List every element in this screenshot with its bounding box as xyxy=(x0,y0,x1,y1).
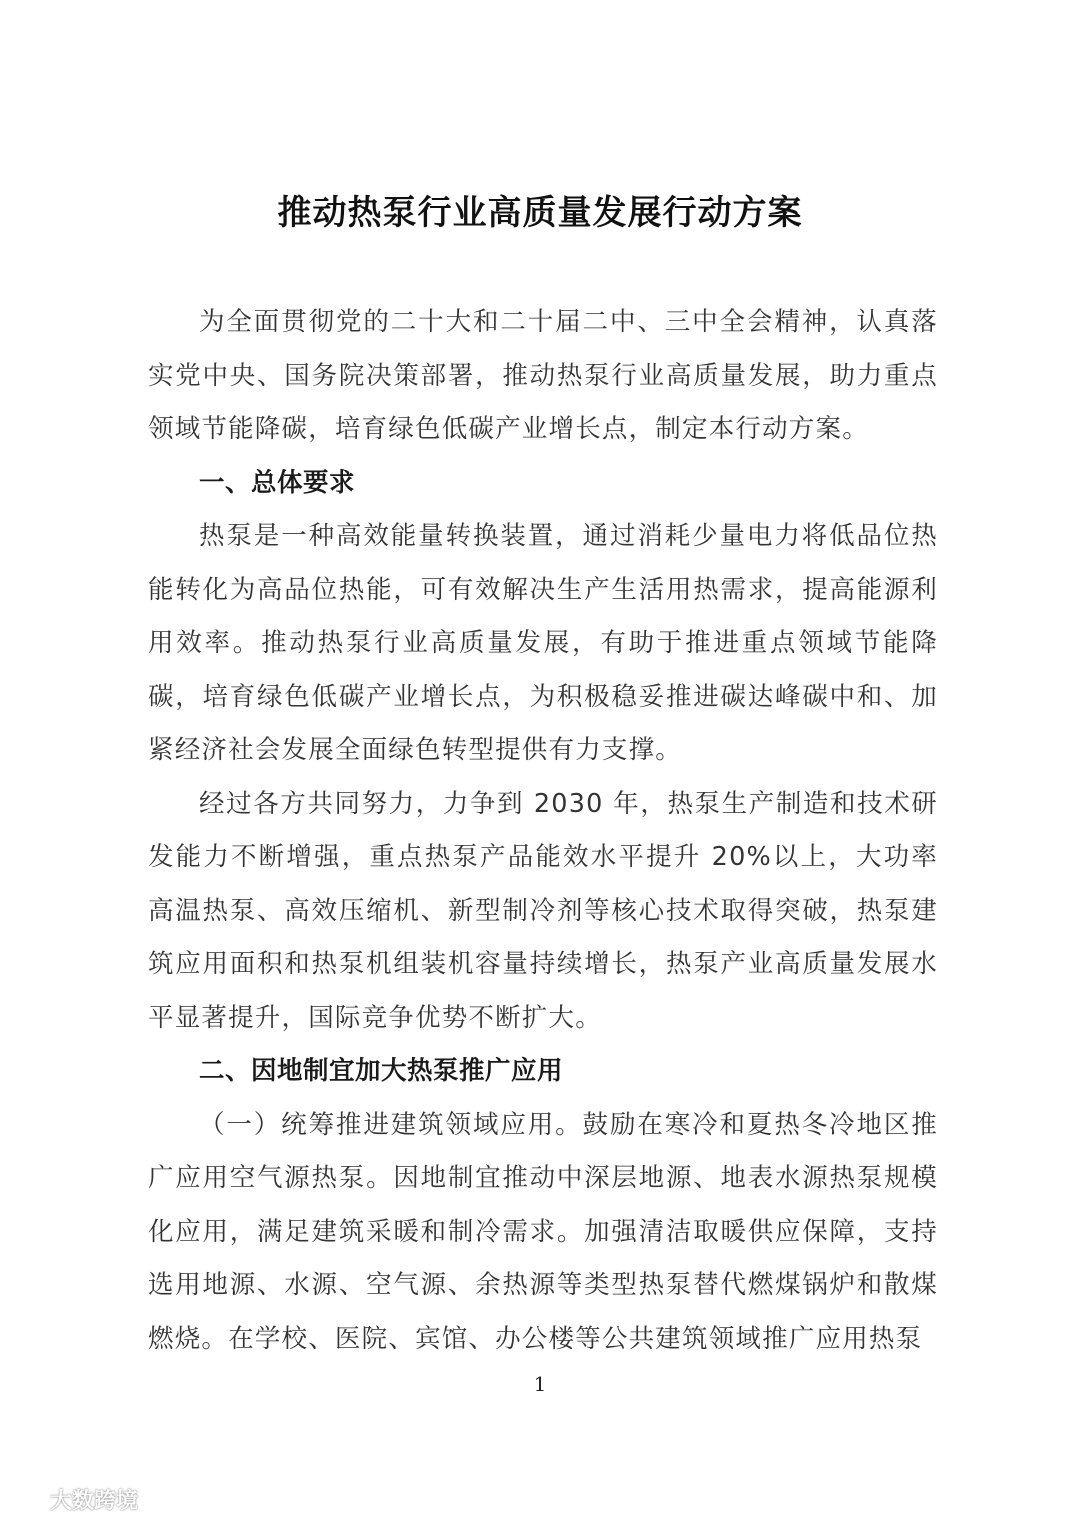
section2-item-1 xyxy=(148,1099,938,1367)
section-heading-2: 二、因地制宜加大热泵推广应用 xyxy=(199,1056,564,1086)
section1-paragraph-2: 经过各方共同努力，力争到 2030 年，热泵生产制造和技术研发能力不断增强，重点热泵产品能效水平提升 20%以上，大功率高温热泵、高效压缩机、新型制冷剂等核心技术取得突破，热泵建筑应用面积和热泵机组装机容量持续增长，热泵产业高质量发展水平显著提升，国际竞争优势不断扩大。 xyxy=(148,788,938,1033)
document-body xyxy=(148,296,938,1366)
watermark xyxy=(8,1484,138,1515)
document-title: 推动热泵行业高质量发展行动方案 xyxy=(277,193,803,233)
section2-item-1-body: 鼓励在寒冷和夏热冬冷地区推广应用空气源热泵。因地制宜推动中深层地源、地表水源热泵规模化应用，满足建筑采暖和制冷需求。加强清洁取暖供应保障，支持选用地源、水源、空气源、余热源等类型热泵替代燃煤锅炉和散煤燃烧。在学校、医院、宾馆、办公楼等公共建筑领域推广应用热泵 xyxy=(148,1109,938,1354)
section-heading-1: 一、总体要求 xyxy=(199,467,356,498)
watermark-text: 大数跨境 xyxy=(50,1489,139,1514)
section2-item-1-lead: （一）统筹推进建筑领域应用。 xyxy=(199,1109,583,1140)
intro-paragraph: 为全面贯彻党的二十大和二十届二中、三中全会精神，认真落实党中央、国务院决策部署，推动热泵行业高质量发展，助力重点领域节能降碳，培育绿色低碳产业增长点，制定本行动方案。 xyxy=(148,307,938,444)
section1-paragraph-1: 热泵是一种高效能量转换装置，通过消耗少量电力将低品位热能转化为高品位热能，可有效解决生产生活用热需求，提高能源利用效率。推动热泵行业高质量发展，有助于推进重点领域节能降碳，培育绿色低碳产业增长点，为积极稳妥推进碳达峰碳中和、加紧经济社会发展全面绿色转型提供有力支撑。 xyxy=(148,521,938,765)
page-number: 1 xyxy=(533,1372,547,1396)
brand-logo-icon xyxy=(8,1486,44,1514)
